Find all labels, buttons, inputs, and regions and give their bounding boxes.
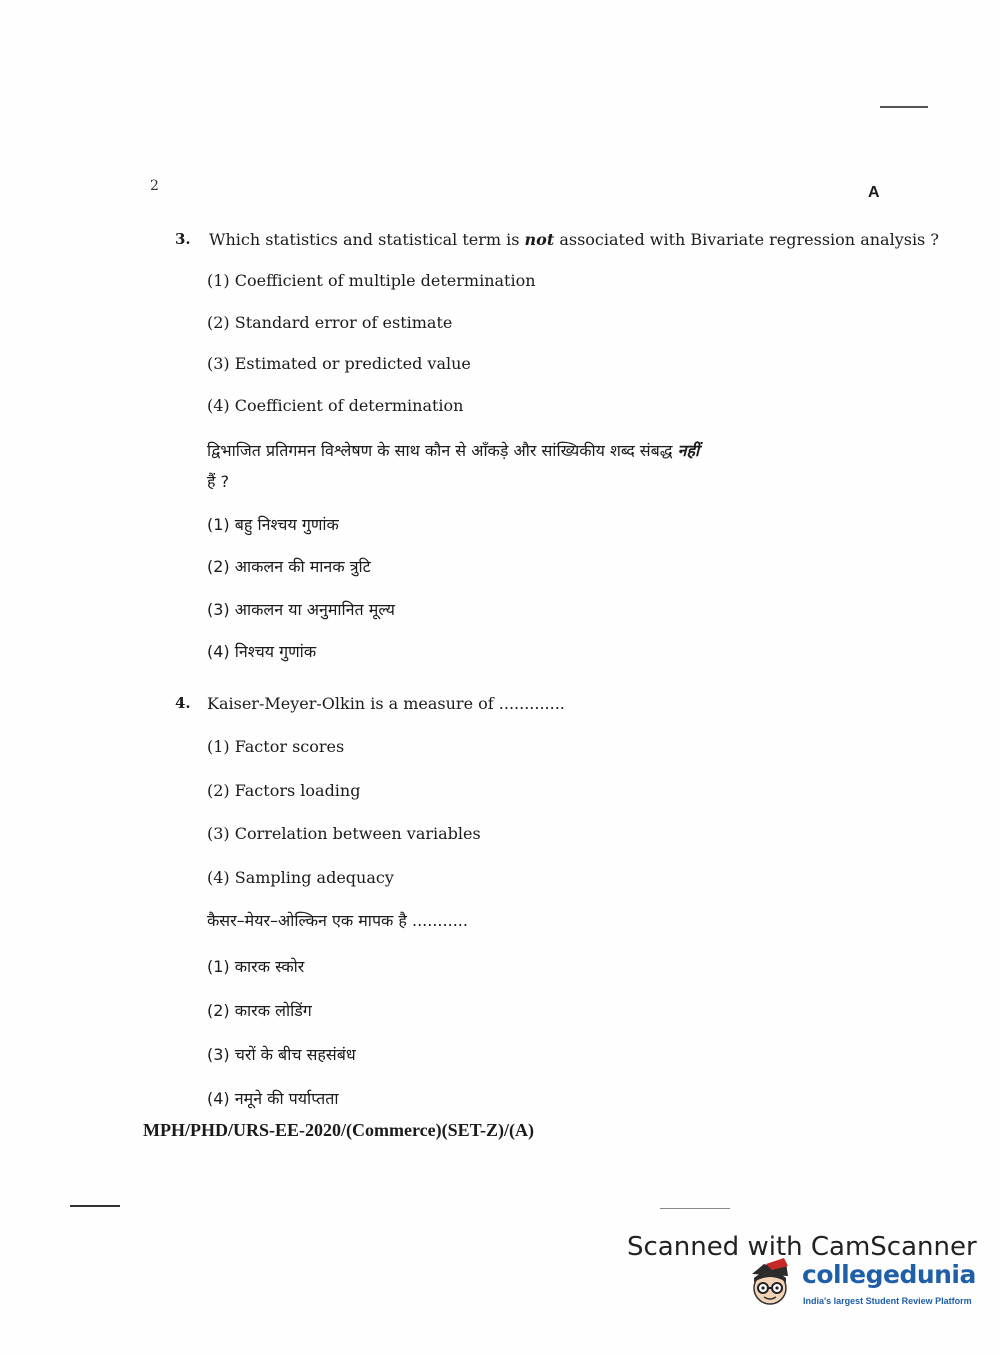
hindi-option-3: (3) आकलन या अनुमानित मूल्य xyxy=(207,600,395,619)
question-number: 4. xyxy=(175,694,191,712)
option-4: (4) Sampling adequacy xyxy=(207,868,394,887)
scan-edge-line xyxy=(70,1205,120,1207)
option-2: (2) Factors loading xyxy=(207,781,361,800)
option-3: (3) Correlation between variables xyxy=(207,824,481,843)
page-number: 2 xyxy=(150,178,159,194)
option-2: (2) Standard error of estimate xyxy=(207,313,453,332)
question-emphasis: not xyxy=(524,230,555,249)
question-hindi-emphasis: नहीं xyxy=(677,441,700,460)
question-hindi-text: द्विभाजित प्रतिगमन विश्लेषण के साथ कौन से आँकड़े और सांख्यिकीय शब्द संबद्ध नहीं हैं ? xyxy=(207,441,700,491)
question-number: 3. xyxy=(175,230,191,248)
hindi-option-1: (1) बहु निश्चय गुणांक xyxy=(207,515,339,534)
question-hindi-text: कैसर–मेयर–ओल्किन एक मापक है ........... xyxy=(207,911,468,930)
brand-name: collegedunia xyxy=(802,1260,976,1289)
option-4: (4) Coefficient of determination xyxy=(207,396,464,415)
hindi-option-2: (2) आकलन की मानक त्रुटि xyxy=(207,557,371,576)
scanner-watermark: Scanned with CamScanner xyxy=(627,1232,977,1262)
hindi-option-4: (4) नमूने की पर्याप्तता xyxy=(207,1089,339,1108)
paper-code-footer: MPH/PHD/URS-EE-2020/(Commerce)(SET-Z)/(A) xyxy=(143,1120,534,1140)
option-1: (1) Coefficient of multiple determination xyxy=(207,271,536,290)
hindi-option-3: (3) चरों के बीच सहसंबंध xyxy=(207,1045,356,1064)
set-label: A xyxy=(868,184,880,201)
scan-edge-line xyxy=(660,1208,730,1209)
brand-tagline: India's largest Student Review Platform xyxy=(803,1296,972,1306)
collegedunia-logo[interactable] xyxy=(742,1256,976,1316)
question-text: Which statistics and statistical term is not associated with Bivariate regression analysis ? xyxy=(209,230,939,249)
hindi-option-2: (2) कारक लोडिंग xyxy=(207,1001,312,1020)
mascot-icon xyxy=(742,1256,798,1312)
hindi-option-4: (4) निश्चय गुणांक xyxy=(207,642,317,661)
option-1: (1) Factor scores xyxy=(207,737,345,756)
hindi-option-1: (1) कारक स्कोर xyxy=(207,957,305,976)
option-3: (3) Estimated or predicted value xyxy=(207,354,471,373)
question-text: Kaiser-Meyer-Olkin is a measure of ............. xyxy=(207,694,565,713)
scan-edge-line xyxy=(880,106,928,108)
